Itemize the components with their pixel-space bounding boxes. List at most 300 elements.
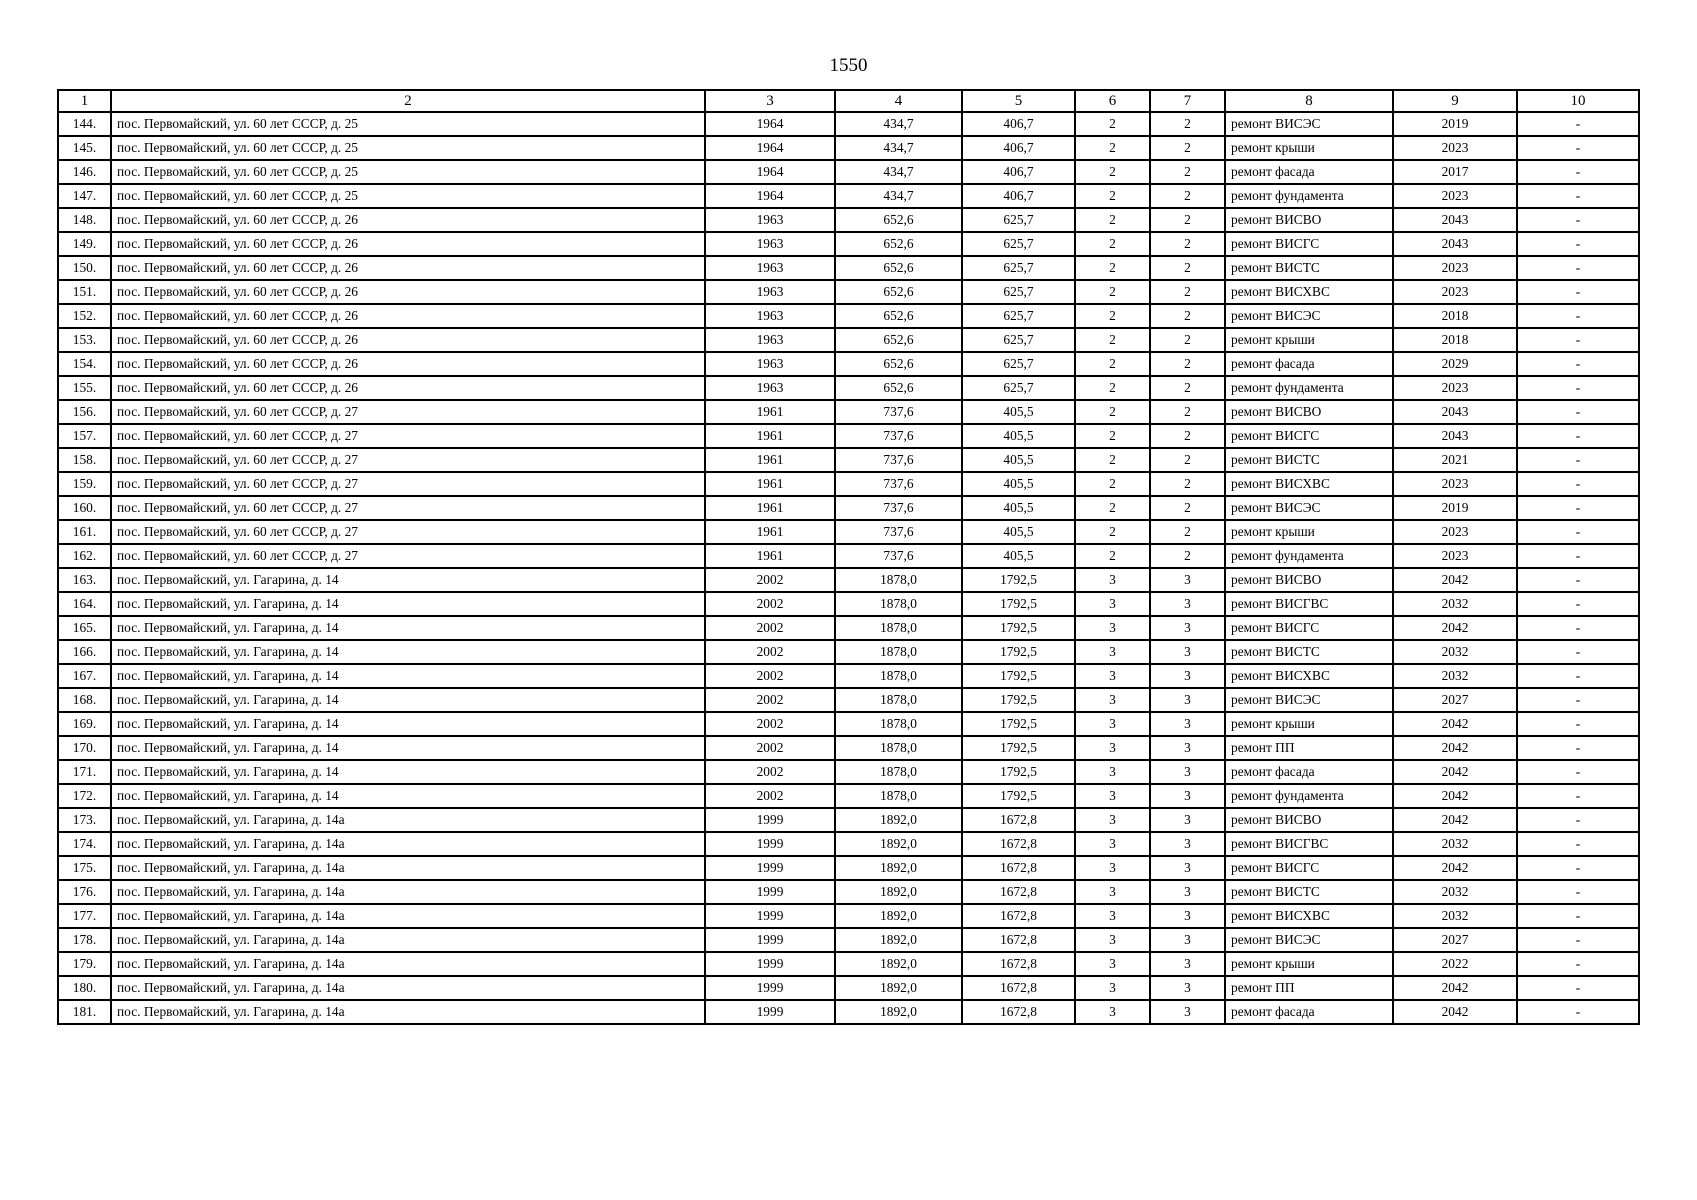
cell-row-number: 159. <box>58 472 111 496</box>
cell-year-built: 1963 <box>705 376 835 400</box>
cell-entrances: 2 <box>1150 472 1225 496</box>
cell-work-type: ремонт фасада <box>1225 760 1393 784</box>
cell-floors: 2 <box>1075 304 1150 328</box>
cell-living-area: 1792,5 <box>962 688 1075 712</box>
cell-entrances: 3 <box>1150 736 1225 760</box>
cell-floors: 2 <box>1075 280 1150 304</box>
cell-floors: 3 <box>1075 712 1150 736</box>
cell-year-built: 1961 <box>705 496 835 520</box>
cell-year-built: 2002 <box>705 640 835 664</box>
cell-note: - <box>1517 784 1639 808</box>
cell-total-area: 434,7 <box>835 136 962 160</box>
cell-note: - <box>1517 760 1639 784</box>
cell-floors: 3 <box>1075 784 1150 808</box>
cell-note: - <box>1517 808 1639 832</box>
table-row <box>58 976 1639 1000</box>
cell-address: пос. Первомайский, ул. Гагарина, д. 14 <box>111 760 705 784</box>
cell-year-built: 2002 <box>705 760 835 784</box>
cell-year-built: 1999 <box>705 904 835 928</box>
cell-entrances: 2 <box>1150 184 1225 208</box>
table-row <box>58 160 1639 184</box>
cell-living-area: 1792,5 <box>962 640 1075 664</box>
cell-address: пос. Первомайский, ул. 60 лет СССР, д. 27 <box>111 448 705 472</box>
cell-address: пос. Первомайский, ул. Гагарина, д. 14а <box>111 856 705 880</box>
cell-floors: 2 <box>1075 160 1150 184</box>
cell-planned-year: 2043 <box>1393 424 1517 448</box>
cell-work-type: ремонт ВИСВО <box>1225 400 1393 424</box>
cell-address: пос. Первомайский, ул. Гагарина, д. 14 <box>111 592 705 616</box>
cell-floors: 3 <box>1075 616 1150 640</box>
cell-row-number: 146. <box>58 160 111 184</box>
cell-total-area: 1892,0 <box>835 856 962 880</box>
cell-work-type: ремонт крыши <box>1225 520 1393 544</box>
cell-planned-year: 2023 <box>1393 280 1517 304</box>
cell-address: пос. Первомайский, ул. Гагарина, д. 14 <box>111 640 705 664</box>
cell-work-type: ремонт ВИСТС <box>1225 880 1393 904</box>
cell-total-area: 652,6 <box>835 280 962 304</box>
cell-note: - <box>1517 952 1639 976</box>
cell-row-number: 167. <box>58 664 111 688</box>
cell-total-area: 1892,0 <box>835 808 962 832</box>
cell-entrances: 2 <box>1150 280 1225 304</box>
table-body <box>58 112 1639 1024</box>
cell-year-built: 1999 <box>705 1000 835 1024</box>
cell-row-number: 156. <box>58 400 111 424</box>
cell-address: пос. Первомайский, ул. Гагарина, д. 14 <box>111 664 705 688</box>
cell-address: пос. Первомайский, ул. 60 лет СССР, д. 27 <box>111 472 705 496</box>
cell-row-number: 161. <box>58 520 111 544</box>
table-row <box>58 328 1639 352</box>
cell-year-built: 1963 <box>705 232 835 256</box>
cell-work-type: ремонт ВИСТС <box>1225 448 1393 472</box>
cell-note: - <box>1517 160 1639 184</box>
cell-note: - <box>1517 232 1639 256</box>
cell-year-built: 1963 <box>705 304 835 328</box>
cell-living-area: 625,7 <box>962 352 1075 376</box>
cell-planned-year: 2032 <box>1393 832 1517 856</box>
cell-planned-year: 2032 <box>1393 880 1517 904</box>
cell-entrances: 2 <box>1150 352 1225 376</box>
cell-note: - <box>1517 448 1639 472</box>
cell-floors: 3 <box>1075 856 1150 880</box>
cell-address: пос. Первомайский, ул. 60 лет СССР, д. 27 <box>111 544 705 568</box>
cell-living-area: 1792,5 <box>962 760 1075 784</box>
cell-year-built: 1963 <box>705 352 835 376</box>
table-row <box>58 256 1639 280</box>
cell-entrances: 2 <box>1150 424 1225 448</box>
cell-floors: 3 <box>1075 1000 1150 1024</box>
cell-note: - <box>1517 592 1639 616</box>
cell-note: - <box>1517 424 1639 448</box>
cell-row-number: 170. <box>58 736 111 760</box>
cell-work-type: ремонт ВИСТС <box>1225 256 1393 280</box>
cell-entrances: 3 <box>1150 856 1225 880</box>
cell-row-number: 166. <box>58 640 111 664</box>
cell-address: пос. Первомайский, ул. Гагарина, д. 14 <box>111 616 705 640</box>
cell-note: - <box>1517 304 1639 328</box>
cell-floors: 2 <box>1075 544 1150 568</box>
table-row <box>58 952 1639 976</box>
cell-living-area: 1672,8 <box>962 880 1075 904</box>
cell-floors: 3 <box>1075 736 1150 760</box>
cell-total-area: 434,7 <box>835 112 962 136</box>
cell-living-area: 405,5 <box>962 544 1075 568</box>
cell-planned-year: 2042 <box>1393 568 1517 592</box>
cell-floors: 2 <box>1075 136 1150 160</box>
cell-note: - <box>1517 328 1639 352</box>
cell-year-built: 1963 <box>705 280 835 304</box>
cell-address: пос. Первомайский, ул. Гагарина, д. 14а <box>111 904 705 928</box>
cell-planned-year: 2018 <box>1393 304 1517 328</box>
cell-planned-year: 2019 <box>1393 496 1517 520</box>
cell-total-area: 1892,0 <box>835 904 962 928</box>
cell-year-built: 1964 <box>705 136 835 160</box>
cell-row-number: 168. <box>58 688 111 712</box>
cell-total-area: 1878,0 <box>835 640 962 664</box>
cell-note: - <box>1517 400 1639 424</box>
cell-total-area: 652,6 <box>835 304 962 328</box>
cell-living-area: 406,7 <box>962 184 1075 208</box>
cell-row-number: 173. <box>58 808 111 832</box>
cell-total-area: 1892,0 <box>835 1000 962 1024</box>
cell-entrances: 2 <box>1150 160 1225 184</box>
cell-work-type: ремонт фундамента <box>1225 184 1393 208</box>
cell-living-area: 625,7 <box>962 376 1075 400</box>
cell-note: - <box>1517 640 1639 664</box>
cell-row-number: 177. <box>58 904 111 928</box>
table-row <box>58 1000 1639 1024</box>
cell-living-area: 1672,8 <box>962 856 1075 880</box>
cell-row-number: 157. <box>58 424 111 448</box>
cell-living-area: 1792,5 <box>962 736 1075 760</box>
cell-entrances: 2 <box>1150 544 1225 568</box>
cell-living-area: 405,5 <box>962 496 1075 520</box>
cell-address: пос. Первомайский, ул. Гагарина, д. 14а <box>111 928 705 952</box>
cell-entrances: 2 <box>1150 112 1225 136</box>
table-row <box>58 304 1639 328</box>
cell-planned-year: 2017 <box>1393 160 1517 184</box>
cell-floors: 3 <box>1075 976 1150 1000</box>
cell-planned-year: 2018 <box>1393 328 1517 352</box>
cell-work-type: ремонт ПП <box>1225 976 1393 1000</box>
cell-entrances: 2 <box>1150 376 1225 400</box>
cell-planned-year: 2043 <box>1393 232 1517 256</box>
table-row <box>58 760 1639 784</box>
cell-floors: 2 <box>1075 424 1150 448</box>
column-header-5: 5 <box>962 90 1075 112</box>
cell-row-number: 169. <box>58 712 111 736</box>
cell-living-area: 405,5 <box>962 448 1075 472</box>
cell-address: пос. Первомайский, ул. Гагарина, д. 14 <box>111 784 705 808</box>
cell-row-number: 151. <box>58 280 111 304</box>
cell-living-area: 1792,5 <box>962 616 1075 640</box>
cell-total-area: 1892,0 <box>835 832 962 856</box>
cell-floors: 3 <box>1075 928 1150 952</box>
cell-work-type: ремонт ВИСХВС <box>1225 664 1393 688</box>
cell-note: - <box>1517 256 1639 280</box>
cell-row-number: 171. <box>58 760 111 784</box>
cell-work-type: ремонт ВИСГС <box>1225 616 1393 640</box>
cell-entrances: 3 <box>1150 1000 1225 1024</box>
cell-living-area: 405,5 <box>962 400 1075 424</box>
cell-total-area: 1892,0 <box>835 976 962 1000</box>
cell-address: пос. Первомайский, ул. 60 лет СССР, д. 26 <box>111 256 705 280</box>
cell-planned-year: 2042 <box>1393 808 1517 832</box>
cell-entrances: 3 <box>1150 832 1225 856</box>
cell-living-area: 625,7 <box>962 328 1075 352</box>
cell-floors: 3 <box>1075 832 1150 856</box>
table-row <box>58 640 1639 664</box>
cell-row-number: 181. <box>58 1000 111 1024</box>
cell-living-area: 1792,5 <box>962 712 1075 736</box>
cell-entrances: 3 <box>1150 760 1225 784</box>
column-header-2: 2 <box>111 90 705 112</box>
cell-address: пос. Первомайский, ул. 60 лет СССР, д. 25 <box>111 184 705 208</box>
table-row <box>58 664 1639 688</box>
header-row <box>58 90 1639 112</box>
cell-entrances: 2 <box>1150 136 1225 160</box>
cell-living-area: 406,7 <box>962 136 1075 160</box>
cell-total-area: 434,7 <box>835 160 962 184</box>
cell-planned-year: 2029 <box>1393 352 1517 376</box>
cell-entrances: 3 <box>1150 568 1225 592</box>
cell-total-area: 652,6 <box>835 376 962 400</box>
cell-year-built: 1964 <box>705 112 835 136</box>
cell-address: пос. Первомайский, ул. 60 лет СССР, д. 27 <box>111 424 705 448</box>
table-row <box>58 400 1639 424</box>
cell-address: пос. Первомайский, ул. 60 лет СССР, д. 27 <box>111 520 705 544</box>
table-row <box>58 184 1639 208</box>
cell-planned-year: 2021 <box>1393 448 1517 472</box>
cell-total-area: 737,6 <box>835 472 962 496</box>
cell-living-area: 1672,8 <box>962 808 1075 832</box>
cell-entrances: 3 <box>1150 664 1225 688</box>
cell-entrances: 3 <box>1150 928 1225 952</box>
cell-planned-year: 2027 <box>1393 688 1517 712</box>
cell-floors: 2 <box>1075 520 1150 544</box>
cell-note: - <box>1517 1000 1639 1024</box>
cell-total-area: 1892,0 <box>835 952 962 976</box>
cell-total-area: 737,6 <box>835 544 962 568</box>
cell-planned-year: 2032 <box>1393 664 1517 688</box>
cell-floors: 3 <box>1075 664 1150 688</box>
cell-work-type: ремонт ВИСЭС <box>1225 928 1393 952</box>
table-row <box>58 616 1639 640</box>
cell-row-number: 163. <box>58 568 111 592</box>
cell-year-built: 2002 <box>705 568 835 592</box>
cell-planned-year: 2042 <box>1393 760 1517 784</box>
table-row <box>58 688 1639 712</box>
cell-floors: 2 <box>1075 256 1150 280</box>
column-header-1: 1 <box>58 90 111 112</box>
cell-total-area: 737,6 <box>835 448 962 472</box>
cell-entrances: 2 <box>1150 448 1225 472</box>
cell-entrances: 3 <box>1150 880 1225 904</box>
cell-floors: 2 <box>1075 184 1150 208</box>
cell-work-type: ремонт ВИСВО <box>1225 568 1393 592</box>
cell-planned-year: 2023 <box>1393 184 1517 208</box>
table-row <box>58 472 1639 496</box>
cell-work-type: ремонт ВИСГС <box>1225 424 1393 448</box>
cell-entrances: 3 <box>1150 592 1225 616</box>
cell-address: пос. Первомайский, ул. 60 лет СССР, д. 25 <box>111 136 705 160</box>
table-row <box>58 376 1639 400</box>
cell-living-area: 1792,5 <box>962 568 1075 592</box>
cell-entrances: 3 <box>1150 904 1225 928</box>
cell-row-number: 179. <box>58 952 111 976</box>
cell-total-area: 434,7 <box>835 184 962 208</box>
cell-address: пос. Первомайский, ул. 60 лет СССР, д. 25 <box>111 112 705 136</box>
cell-floors: 2 <box>1075 352 1150 376</box>
cell-note: - <box>1517 616 1639 640</box>
cell-work-type: ремонт ВИСГС <box>1225 856 1393 880</box>
cell-total-area: 1878,0 <box>835 712 962 736</box>
page-number: 1550 <box>829 55 868 76</box>
cell-year-built: 1961 <box>705 448 835 472</box>
cell-total-area: 1878,0 <box>835 688 962 712</box>
cell-address: пос. Первомайский, ул. 60 лет СССР, д. 26 <box>111 328 705 352</box>
cell-planned-year: 2042 <box>1393 784 1517 808</box>
cell-row-number: 174. <box>58 832 111 856</box>
cell-work-type: ремонт ВИСЭС <box>1225 304 1393 328</box>
cell-entrances: 3 <box>1150 616 1225 640</box>
cell-living-area: 625,7 <box>962 232 1075 256</box>
table-row <box>58 424 1639 448</box>
table-row <box>58 520 1639 544</box>
cell-year-built: 1999 <box>705 856 835 880</box>
cell-living-area: 1792,5 <box>962 784 1075 808</box>
cell-entrances: 3 <box>1150 976 1225 1000</box>
cell-address: пос. Первомайский, ул. 60 лет СССР, д. 25 <box>111 160 705 184</box>
cell-year-built: 2002 <box>705 736 835 760</box>
cell-floors: 2 <box>1075 232 1150 256</box>
cell-row-number: 149. <box>58 232 111 256</box>
cell-work-type: ремонт ВИСГВС <box>1225 592 1393 616</box>
cell-note: - <box>1517 520 1639 544</box>
column-header-3: 3 <box>705 90 835 112</box>
cell-living-area: 625,7 <box>962 208 1075 232</box>
cell-living-area: 1672,8 <box>962 1000 1075 1024</box>
cell-work-type: ремонт ВИСТС <box>1225 640 1393 664</box>
cell-row-number: 152. <box>58 304 111 328</box>
cell-work-type: ремонт крыши <box>1225 952 1393 976</box>
cell-floors: 2 <box>1075 376 1150 400</box>
cell-living-area: 405,5 <box>962 520 1075 544</box>
cell-year-built: 1999 <box>705 952 835 976</box>
cell-year-built: 2002 <box>705 712 835 736</box>
cell-note: - <box>1517 568 1639 592</box>
table-row <box>58 736 1639 760</box>
cell-total-area: 1892,0 <box>835 928 962 952</box>
cell-total-area: 1878,0 <box>835 784 962 808</box>
cell-total-area: 1878,0 <box>835 616 962 640</box>
table-row <box>58 928 1639 952</box>
cell-floors: 2 <box>1075 328 1150 352</box>
cell-year-built: 1961 <box>705 544 835 568</box>
cell-entrances: 2 <box>1150 256 1225 280</box>
column-header-10: 10 <box>1517 90 1639 112</box>
cell-note: - <box>1517 688 1639 712</box>
cell-year-built: 1961 <box>705 472 835 496</box>
cell-total-area: 652,6 <box>835 328 962 352</box>
repair-schedule-table <box>57 89 1640 1025</box>
cell-address: пос. Первомайский, ул. 60 лет СССР, д. 27 <box>111 496 705 520</box>
cell-work-type: ремонт ВИСЭС <box>1225 688 1393 712</box>
table-row <box>58 808 1639 832</box>
cell-work-type: ремонт фундамента <box>1225 376 1393 400</box>
cell-year-built: 1964 <box>705 160 835 184</box>
cell-note: - <box>1517 856 1639 880</box>
cell-address: пос. Первомайский, ул. Гагарина, д. 14 <box>111 712 705 736</box>
column-header-6: 6 <box>1075 90 1150 112</box>
cell-row-number: 155. <box>58 376 111 400</box>
cell-work-type: ремонт ВИСВО <box>1225 808 1393 832</box>
cell-work-type: ремонт ПП <box>1225 736 1393 760</box>
cell-living-area: 405,5 <box>962 424 1075 448</box>
cell-address: пос. Первомайский, ул. Гагарина, д. 14а <box>111 1000 705 1024</box>
cell-address: пос. Первомайский, ул. Гагарина, д. 14 <box>111 736 705 760</box>
cell-planned-year: 2042 <box>1393 976 1517 1000</box>
cell-note: - <box>1517 832 1639 856</box>
cell-floors: 2 <box>1075 112 1150 136</box>
cell-address: пос. Первомайский, ул. 60 лет СССР, д. 27 <box>111 400 705 424</box>
cell-floors: 2 <box>1075 208 1150 232</box>
cell-planned-year: 2023 <box>1393 520 1517 544</box>
cell-work-type: ремонт ВИСХВС <box>1225 904 1393 928</box>
cell-note: - <box>1517 136 1639 160</box>
cell-year-built: 2002 <box>705 664 835 688</box>
cell-note: - <box>1517 664 1639 688</box>
cell-note: - <box>1517 712 1639 736</box>
table-row <box>58 568 1639 592</box>
cell-total-area: 652,6 <box>835 352 962 376</box>
table-row <box>58 208 1639 232</box>
cell-work-type: ремонт ВИСЭС <box>1225 112 1393 136</box>
cell-note: - <box>1517 208 1639 232</box>
cell-row-number: 165. <box>58 616 111 640</box>
cell-living-area: 1672,8 <box>962 904 1075 928</box>
cell-entrances: 2 <box>1150 520 1225 544</box>
cell-living-area: 1672,8 <box>962 928 1075 952</box>
cell-floors: 3 <box>1075 640 1150 664</box>
cell-total-area: 652,6 <box>835 208 962 232</box>
table-row <box>58 280 1639 304</box>
table-row <box>58 448 1639 472</box>
table-row <box>58 784 1639 808</box>
cell-work-type: ремонт фасада <box>1225 1000 1393 1024</box>
cell-work-type: ремонт ВИСЭС <box>1225 496 1393 520</box>
cell-work-type: ремонт ВИСХВС <box>1225 280 1393 304</box>
table-header <box>58 90 1639 112</box>
cell-address: пос. Первомайский, ул. Гагарина, д. 14а <box>111 880 705 904</box>
cell-entrances: 2 <box>1150 208 1225 232</box>
cell-note: - <box>1517 376 1639 400</box>
cell-planned-year: 2042 <box>1393 736 1517 760</box>
cell-planned-year: 2023 <box>1393 256 1517 280</box>
cell-note: - <box>1517 736 1639 760</box>
cell-living-area: 1672,8 <box>962 952 1075 976</box>
cell-total-area: 652,6 <box>835 232 962 256</box>
cell-planned-year: 2032 <box>1393 904 1517 928</box>
cell-work-type: ремонт ВИСГС <box>1225 232 1393 256</box>
cell-total-area: 737,6 <box>835 424 962 448</box>
cell-total-area: 737,6 <box>835 520 962 544</box>
cell-total-area: 1878,0 <box>835 568 962 592</box>
cell-year-built: 1963 <box>705 328 835 352</box>
cell-row-number: 180. <box>58 976 111 1000</box>
cell-year-built: 1999 <box>705 832 835 856</box>
cell-planned-year: 2023 <box>1393 544 1517 568</box>
